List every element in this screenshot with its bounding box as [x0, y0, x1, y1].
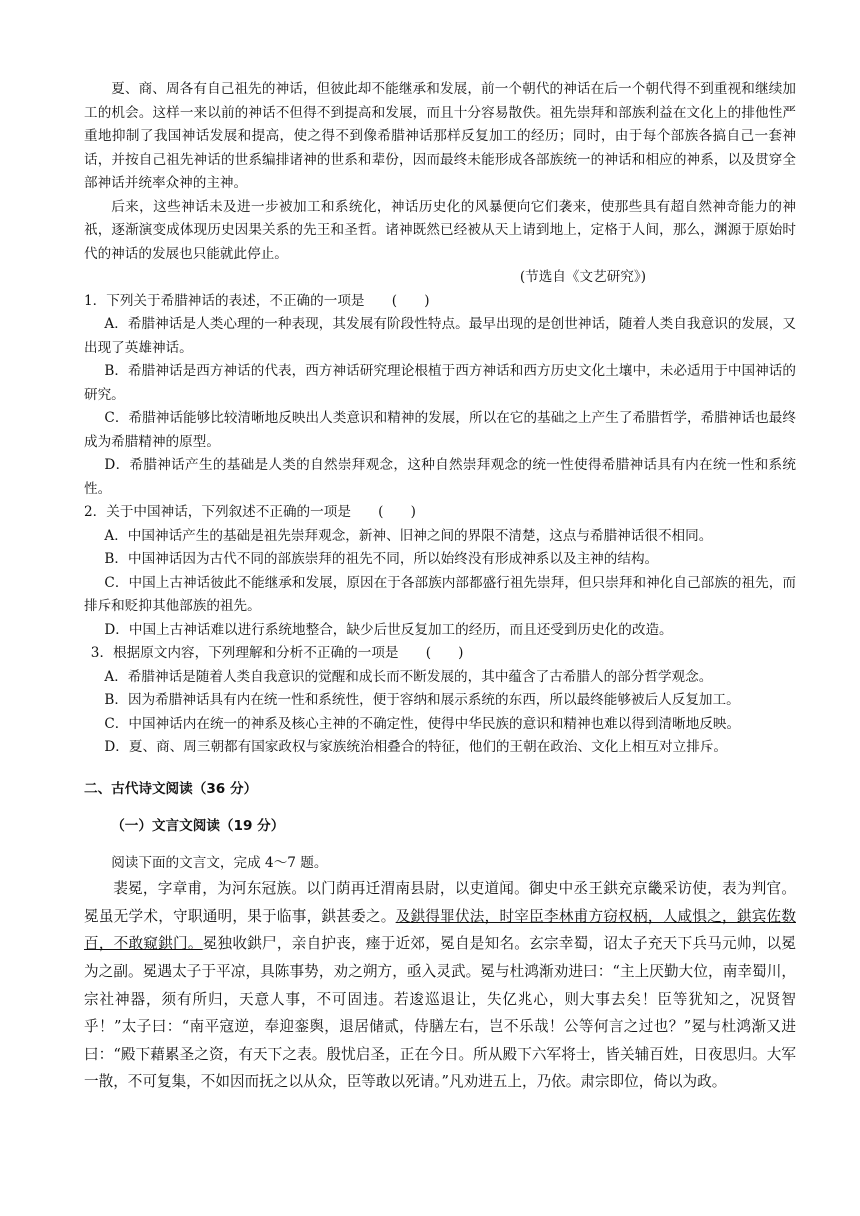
- question-1: [84, 290, 796, 502]
- section-instruction: 阅读下面的文言文，完成 4～7 题。: [111, 854, 328, 871]
- option-a: A．希腊神话是人类心理的一种表现，其发展有阶段性特点。最早出现的是创世神话，随着人类自我意识的发展，又出现了英雄神话。: [84, 316, 796, 356]
- option-c: C．中国神话内在统一的神系及核心主神的不确定性，使得中华民族的意识和精神也难以得到清晰地反映。: [104, 715, 741, 732]
- question-2: [84, 501, 796, 642]
- option-a: A．希腊神话是随着人类自我意识的觉醒和成长而不断发展的，其中蕴含了古希腊人的部分哲学观念。: [104, 668, 713, 685]
- question-stem: 2．关于中国神话，下列叙述不正确的一项是 ( ): [84, 504, 416, 520]
- question-stem: 1．下列关于希腊神话的表述，不正确的一项是 ( ): [84, 292, 430, 309]
- question-stem: 3．根据原文内容，下列理解和分析不正确的一项是 ( ): [90, 645, 464, 661]
- option-b: B．中国神话因为古代不同的部族崇拜的祖先不同，所以始终没有形成神系以及主神的结构。: [104, 551, 659, 567]
- option-a: A．中国神话产生的基础是祖先崇拜观念，新神、旧神之间的界限不清楚，这点与希腊神话很不相同。: [104, 527, 713, 544]
- document-page: [84, 78, 796, 1096]
- passage-paragraph-2: 后来，这些神话未及进一步被加工和系统化，神话历史化的风暴便向它们袭来，使那些具有超自然神奇能力的神祇，逐渐演变成体现历史因果关系的先王和圣哲。诸神既然已经被从天上请到地上，定格于人间，那么，渊源于原始时代的神话的发展也只能就此停止。: [84, 198, 796, 262]
- option-d: D．夏、商、周三朝都有国家政权与家族统治相叠合的特征，他们的王朝在政治、文化上相互对立排斥。: [104, 739, 728, 755]
- option-d: D．中国上古神话难以进行系统地整合，缺少后世反复加工的经历，而且还受到历史化的改造。: [104, 621, 673, 638]
- question-3: [84, 642, 796, 760]
- option-c: C．希腊神话能够比较清晰地反映出人类意识和精神的发展，所以在它的基础之上产生了希腊哲学，希腊神话也最终成为希腊精神的原型。: [84, 410, 796, 450]
- option-c: C．中国上古神话彼此不能继承和发展，原因在于各部族内部都盛行祖先崇拜，但只崇拜和神化自己部族的祖先，而排斥和贬抑其他部族的祖先。: [84, 574, 796, 614]
- section-title: 二、古代诗文阅读（36 分）: [84, 780, 258, 797]
- option-b: B．希腊神话是西方神话的代表，西方神话研究理论根植于西方神话和西方历史文化土壤中，未必适用于中国神话的研究。: [84, 363, 796, 403]
- classical-text-pre: 裴冕，字章甫，为河东冠族。以门荫再迁渭南县尉，以吏道闻。御史中丞王鉷充京畿采访使，表为判官。冕虽无学术，守职通明，果于临事，鉷甚委之。: [84, 880, 796, 925]
- option-d: D．希腊神话产生的基础是人类的自然崇拜观念，这种自然崇拜观念的统一性使得希腊神话具有内在统一性和系统性。: [84, 457, 796, 497]
- classical-text-underlined: 及鉷得罪伏法，时宰臣李林甫方窃权柄，人咸惧之，鉷宾佐数百，不敢窥鉷门。: [84, 907, 796, 953]
- option-b: B．因为希腊神话具有内在统一性和系统性，便于容纳和展示系统的东西，所以最终能够被后人反复加工。: [104, 692, 740, 708]
- passage-paragraph-1: 夏、商、周各有自己祖先的神话，但彼此却不能继承和发展，前一个朝代的神话在后一个朝代得不到重视和继续加工的机会。这样一来以前的神话不但得不到提高和发展，而且十分容易散佚。祖先崇拜和部族利益在文化上的排他性严重地抑制了我国神话发展和提高，使之得不到像希腊神话那样反复加工的经历；同时，由于每个部族各搞自己一套神话，并按自己祖先神话的世系编排诸神的世系和辈份，因而最终未能形成各部族统一的神话和相应的神系，以及贯穿全部神话并统率众神的主神。: [84, 81, 796, 191]
- classical-text: [84, 875, 796, 1096]
- section-subtitle: （一）文言文阅读（19 分）: [111, 817, 285, 834]
- passage-source: (节选自《文艺研究》): [519, 269, 646, 285]
- classical-text-post: 冕独收鉷尸，亲自护丧，瘗于近郊，冕自是知名。玄宗幸蜀，诏太子充天下兵马元帅，以冕为之副。冕遇太子于平凉，具陈事势，劝之朔方，亟入灵武。冕与杜鸿渐劝进曰：“主上厌勤大位，南幸蜀川，宗社神器，须有所归，天意人事，不可固违。若逡巡退让，失亿兆心，则大事去矣！臣等犹知之，况贤智乎！”太子曰：“南平寇逆，奉迎銮舆，退居储贰，侍膳左右，岂不乐哉！公等何言之过也？”冕与杜鸿渐又进曰：“殿下藉累圣之资，有天下之表。殷忧启圣，正在今日。所从殿下六军将士，皆关辅百姓，日夜思归。大军一散，不可复集，不如因而抚之以从众，臣等敢以死请。”凡劝进五上，乃依。肃宗即位，倚以为政。: [84, 935, 796, 1091]
